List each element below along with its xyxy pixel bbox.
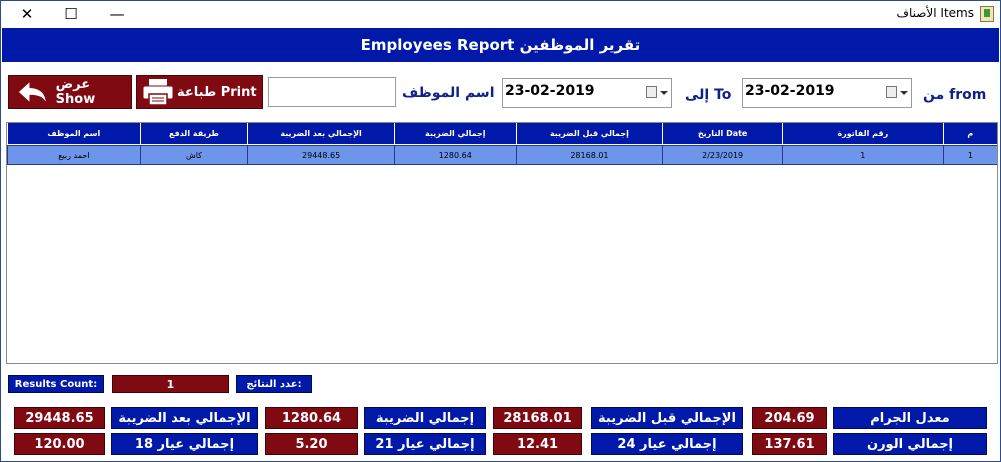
table-cell[interactable]: 1 bbox=[943, 146, 997, 165]
grid-header bbox=[7, 123, 997, 144]
title-bar bbox=[1, 1, 1000, 27]
table-cell[interactable]: 1 bbox=[782, 146, 943, 165]
table-cell[interactable]: 28168.01 bbox=[516, 146, 663, 165]
avg-gram-label: معدل الجرام bbox=[833, 407, 987, 429]
chevron-down-icon[interactable] bbox=[900, 91, 908, 95]
after-tax-label: الإجمالي بعد الضريبة bbox=[111, 407, 258, 429]
calendar-icon[interactable] bbox=[886, 86, 897, 98]
minimize-icon[interactable]: — bbox=[109, 5, 125, 23]
column-header[interactable]: التاريخ Date bbox=[662, 123, 782, 144]
results-count-label-ar: عدد النتائج: bbox=[236, 375, 312, 393]
karat21-value: 5.20 bbox=[265, 433, 358, 455]
report-title: Employees Report تقرير الموظفين bbox=[360, 36, 641, 54]
results-count-value: 1 bbox=[112, 375, 229, 393]
column-header[interactable]: رقم الفاتورة bbox=[782, 123, 943, 144]
karat21-label: إجمالي عيار 21 bbox=[364, 433, 486, 455]
tax-value: 1280.64 bbox=[265, 407, 358, 429]
table-cell[interactable]: 29448.65 bbox=[247, 146, 394, 165]
show-button[interactable] bbox=[8, 75, 132, 109]
show-label: عرض Show bbox=[55, 77, 96, 107]
to-label: إلى To bbox=[685, 87, 732, 103]
total-weight-value: 137.61 bbox=[752, 433, 827, 455]
table-row[interactable] bbox=[7, 145, 997, 165]
karat18-value: 120.00 bbox=[14, 433, 105, 455]
to-date-picker[interactable] bbox=[502, 78, 672, 108]
column-header[interactable]: إجمالي الضريبة bbox=[394, 123, 516, 144]
from-label: من from bbox=[923, 87, 987, 103]
tax-label: إجمالي الضريبة bbox=[364, 407, 486, 429]
chevron-down-icon[interactable] bbox=[660, 91, 668, 95]
close-icon[interactable]: ✕ bbox=[20, 5, 34, 23]
karat24-label: إجمالي عيار 24 bbox=[591, 433, 743, 455]
to-date-value: 23-02-2019 bbox=[505, 83, 595, 99]
table-cell[interactable]: 2/23/2019 bbox=[662, 146, 782, 165]
from-date-picker[interactable] bbox=[742, 78, 912, 108]
column-header[interactable]: طريقة الدفع bbox=[140, 123, 248, 144]
report-header bbox=[2, 28, 999, 62]
table-cell[interactable]: كاش bbox=[140, 146, 248, 165]
total-weight-label: إجمالي الورن bbox=[833, 433, 987, 455]
back-arrow-icon bbox=[17, 79, 48, 105]
employee-name-input[interactable] bbox=[268, 77, 396, 107]
column-header[interactable]: الإجمالي بعد الضريبة bbox=[247, 123, 394, 144]
app-icon bbox=[980, 6, 994, 22]
before-tax-label: الإجمالي قبل الضريبة bbox=[591, 407, 743, 429]
results-count-label-en: Results Count: bbox=[8, 375, 104, 393]
table-cell[interactable]: احمد ربيع bbox=[7, 146, 140, 165]
printer-icon bbox=[141, 77, 175, 107]
column-header[interactable]: اسم الموظف bbox=[7, 123, 140, 144]
karat18-label: إجمالي عيار 18 bbox=[111, 433, 258, 455]
avg-gram-value: 204.69 bbox=[752, 407, 827, 429]
from-date-value: 23-02-2019 bbox=[745, 83, 835, 99]
maximize-icon[interactable]: ☐ bbox=[64, 5, 78, 23]
window-title: الأصناف Items bbox=[896, 6, 974, 20]
report-grid[interactable] bbox=[6, 122, 998, 364]
employee-name-label: اسم الموظف bbox=[402, 85, 495, 101]
column-header[interactable]: م bbox=[943, 123, 997, 144]
print-button[interactable] bbox=[136, 75, 263, 109]
before-tax-value: 28168.01 bbox=[493, 407, 582, 429]
after-tax-value: 29448.65 bbox=[14, 407, 105, 429]
print-label: طباعة Print bbox=[177, 84, 257, 100]
table-cell[interactable]: 1280.64 bbox=[394, 146, 516, 165]
column-header[interactable]: إجمالي قبل الضريبة bbox=[516, 123, 663, 144]
calendar-icon[interactable] bbox=[646, 86, 657, 98]
karat24-value: 12.41 bbox=[493, 433, 582, 455]
